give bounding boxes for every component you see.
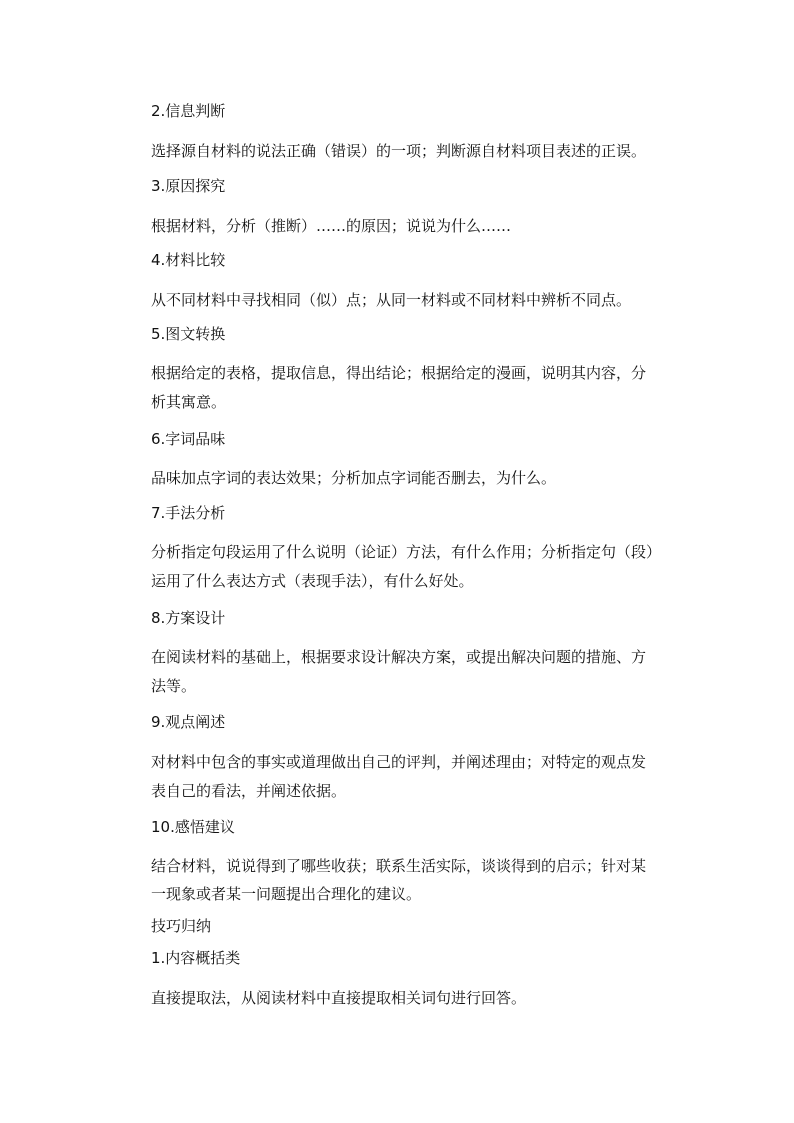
paragraph-info-judgment: 选择源自材料的说法正确（错误）的一项；判断源自材料项目表述的正误。	[151, 142, 647, 160]
heading-info-judgment: 2.信息判断	[151, 102, 226, 120]
paragraph-reflection-suggestion-line1: 结合材料，说说得到了哪些收获；联系生活实际，谈谈得到的启示；针对某	[151, 857, 647, 875]
paragraph-reflection-suggestion-line2: 一现象或者某一问题提出合理化的建议。	[151, 885, 422, 903]
paragraph-technique-analysis-line2: 运用了什么表达方式（表现手法），有什么好处。	[151, 572, 474, 590]
paragraph-material-comparison: 从不同材料中寻找相同（似）点；从同一材料或不同材料中辨析不同点。	[151, 291, 632, 309]
paragraph-technique-analysis-line1: 分析指定句段运用了什么说明（论证）方法，有什么作用；分析指定句（段）	[151, 543, 662, 561]
paragraph-chart-text-conversion-line1: 根据给定的表格，提取信息，得出结论；根据给定的漫画，说明其内容，分	[151, 364, 647, 382]
heading-viewpoint-elaboration: 9.观点阐述	[151, 713, 226, 731]
heading-cause-inquiry: 3.原因探究	[151, 177, 226, 195]
heading-content-summary: 1.内容概括类	[151, 949, 241, 967]
paragraph-plan-design-line1: 在阅读材料的基础上，根据要求设计解决方案，或提出解决问题的措施、方	[151, 648, 647, 666]
paragraph-word-appreciation: 品味加点字词的表达效果；分析加点字词能否删去，为什么。	[151, 469, 557, 487]
heading-reflection-suggestion: 10.感悟建议	[151, 818, 235, 836]
heading-chart-text-conversion: 5.图文转换	[151, 325, 226, 343]
heading-plan-design: 8.方案设计	[151, 609, 226, 627]
section-title-skills: 技巧归纳	[151, 917, 212, 935]
paragraph-viewpoint-elaboration-line2: 表自己的看法，并阐述依据。	[151, 782, 347, 800]
paragraph-viewpoint-elaboration-line1: 对材料中包含的事实或道理做出自己的评判，并阐述理由；对特定的观点发	[151, 753, 647, 771]
paragraph-cause-inquiry: 根据材料，分析（推断）……的原因；说说为什么……	[151, 217, 512, 235]
paragraph-plan-design-line2: 法等。	[151, 677, 197, 695]
heading-technique-analysis: 7.手法分析	[151, 504, 226, 522]
heading-word-appreciation: 6.字词品味	[151, 430, 226, 448]
heading-material-comparison: 4.材料比较	[151, 251, 226, 269]
paragraph-content-summary: 直接提取法，从阅读材料中直接提取相关词句进行回答。	[151, 989, 527, 1007]
paragraph-chart-text-conversion-line2: 析其寓意。	[151, 393, 227, 411]
